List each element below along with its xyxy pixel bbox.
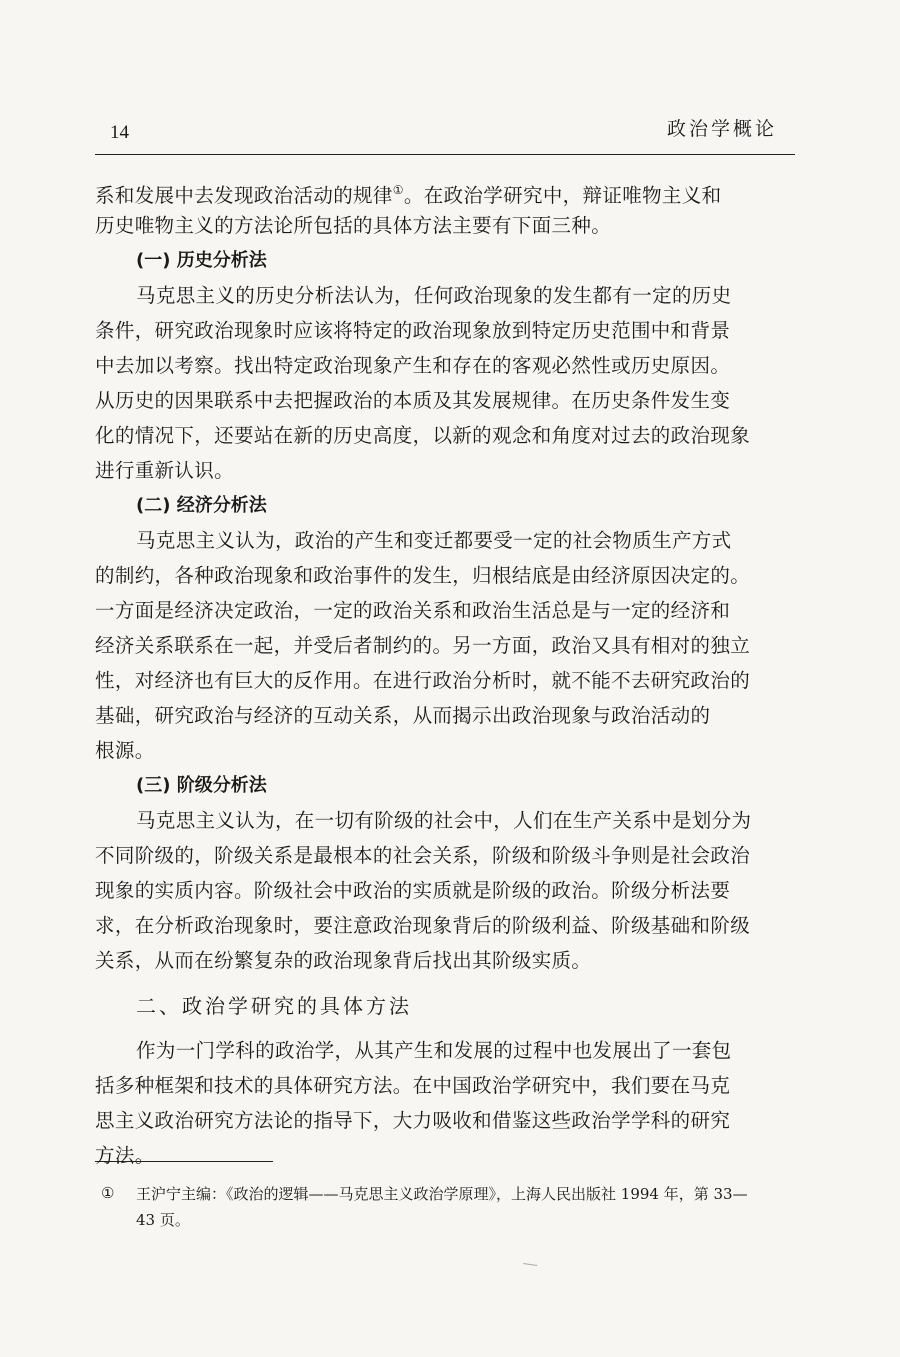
text-line: 马克思主义的历史分析法认为，任何政治现象的发生都有一定的历史	[136, 284, 732, 307]
footnote-reference[interactable]: ①	[392, 183, 404, 197]
footnote-text: 43 页。	[136, 1211, 190, 1229]
footnote-marker: ①	[101, 1184, 115, 1202]
text-line: 求，在分析政治现象时，要注意政治现象背后的阶级利益、阶级基础和阶级	[95, 914, 751, 937]
section-heading-specific-methods: 二、政治学研究的具体方法	[136, 994, 412, 1018]
text-line: 历史唯物主义的方法论所包括的具体方法主要有下面三种。	[95, 214, 612, 237]
text-line: 基础，研究政治与经济的互动关系，从而揭示出政治现象与政治活动的	[95, 704, 711, 727]
text-line: 进行重新认识。	[95, 459, 234, 482]
footnote-text: 王沪宁主编：《政治的逻辑——马克思主义政治学原理》，上海人民出版社 1994 年，第 33—	[136, 1185, 748, 1203]
text-line: 作为一门学科的政治学，从其产生和发展的过程中也发展出了一套包	[136, 1039, 732, 1062]
subheading-historical-analysis: (一) 历史分析法	[136, 250, 267, 271]
subheading-class-analysis: (三) 阶级分析法	[136, 775, 267, 796]
subheading-economic-analysis: (二) 经济分析法	[136, 495, 267, 516]
text-line: 方法。	[95, 1144, 155, 1167]
text-line: 马克思主义认为，政治的产生和变迁都要受一定的社会物质生产方式	[136, 529, 732, 552]
text-line: 一方面是经济决定政治，一定的政治关系和政治生活总是与一定的经济和	[95, 599, 731, 622]
text-line: 中去加以考察。找出特定政治现象产生和存在的客观必然性或历史原因。	[95, 354, 731, 377]
text-line: 经济关系联系在一起，并受后者制约的。另一方面，政治又具有相对的独立	[95, 634, 751, 657]
text-line: 从历史的因果联系中去把握政治的本质及其发展规律。在历史条件发生变	[95, 389, 731, 412]
text-line: 括多种框架和技术的具体研究方法。在中国政治学研究中，我们要在马克	[95, 1074, 731, 1097]
text-line: 不同阶级的，阶级关系是最根本的社会关系，阶级和阶级斗争则是社会政治	[95, 844, 751, 867]
text-line: 性，对经济也有巨大的反作用。在进行政治分析时，就不能不去研究政治的	[95, 669, 751, 692]
text-line: 系和发展中去发现政治活动的规律①。在政治学研究中，辩证唯物主义和	[95, 183, 722, 207]
running-title: 政治学概论	[666, 118, 777, 140]
text-line: 思主义政治研究方法论的指导下，大力吸收和借鉴这些政治学学科的研究	[95, 1109, 731, 1132]
scan-artifact	[523, 1263, 537, 1269]
text-line: 根源。	[95, 739, 155, 762]
text-line: 现象的实质内容。阶级社会中政治的实质就是阶级的政治。阶级分析法要	[95, 879, 731, 902]
page-number: 14	[110, 122, 129, 143]
text-line: 关系，从而在纷繁复杂的政治现象背后找出其阶级实质。	[95, 949, 592, 972]
text-line: 马克思主义认为，在一切有阶级的社会中，人们在生产关系中是划分为	[136, 809, 752, 832]
text-line: 条件，研究政治现象时应该将特定的政治现象放到特定历史范围中和背景	[95, 319, 731, 342]
text-line: 的制约，各种政治现象和政治事件的发生，归根结底是由经济原因决定的。	[95, 564, 751, 587]
text-line: 化的情况下，还要站在新的历史高度，以新的观念和角度对过去的政治现象	[95, 424, 751, 447]
page-header	[95, 104, 795, 155]
footnote-divider	[95, 1161, 273, 1162]
